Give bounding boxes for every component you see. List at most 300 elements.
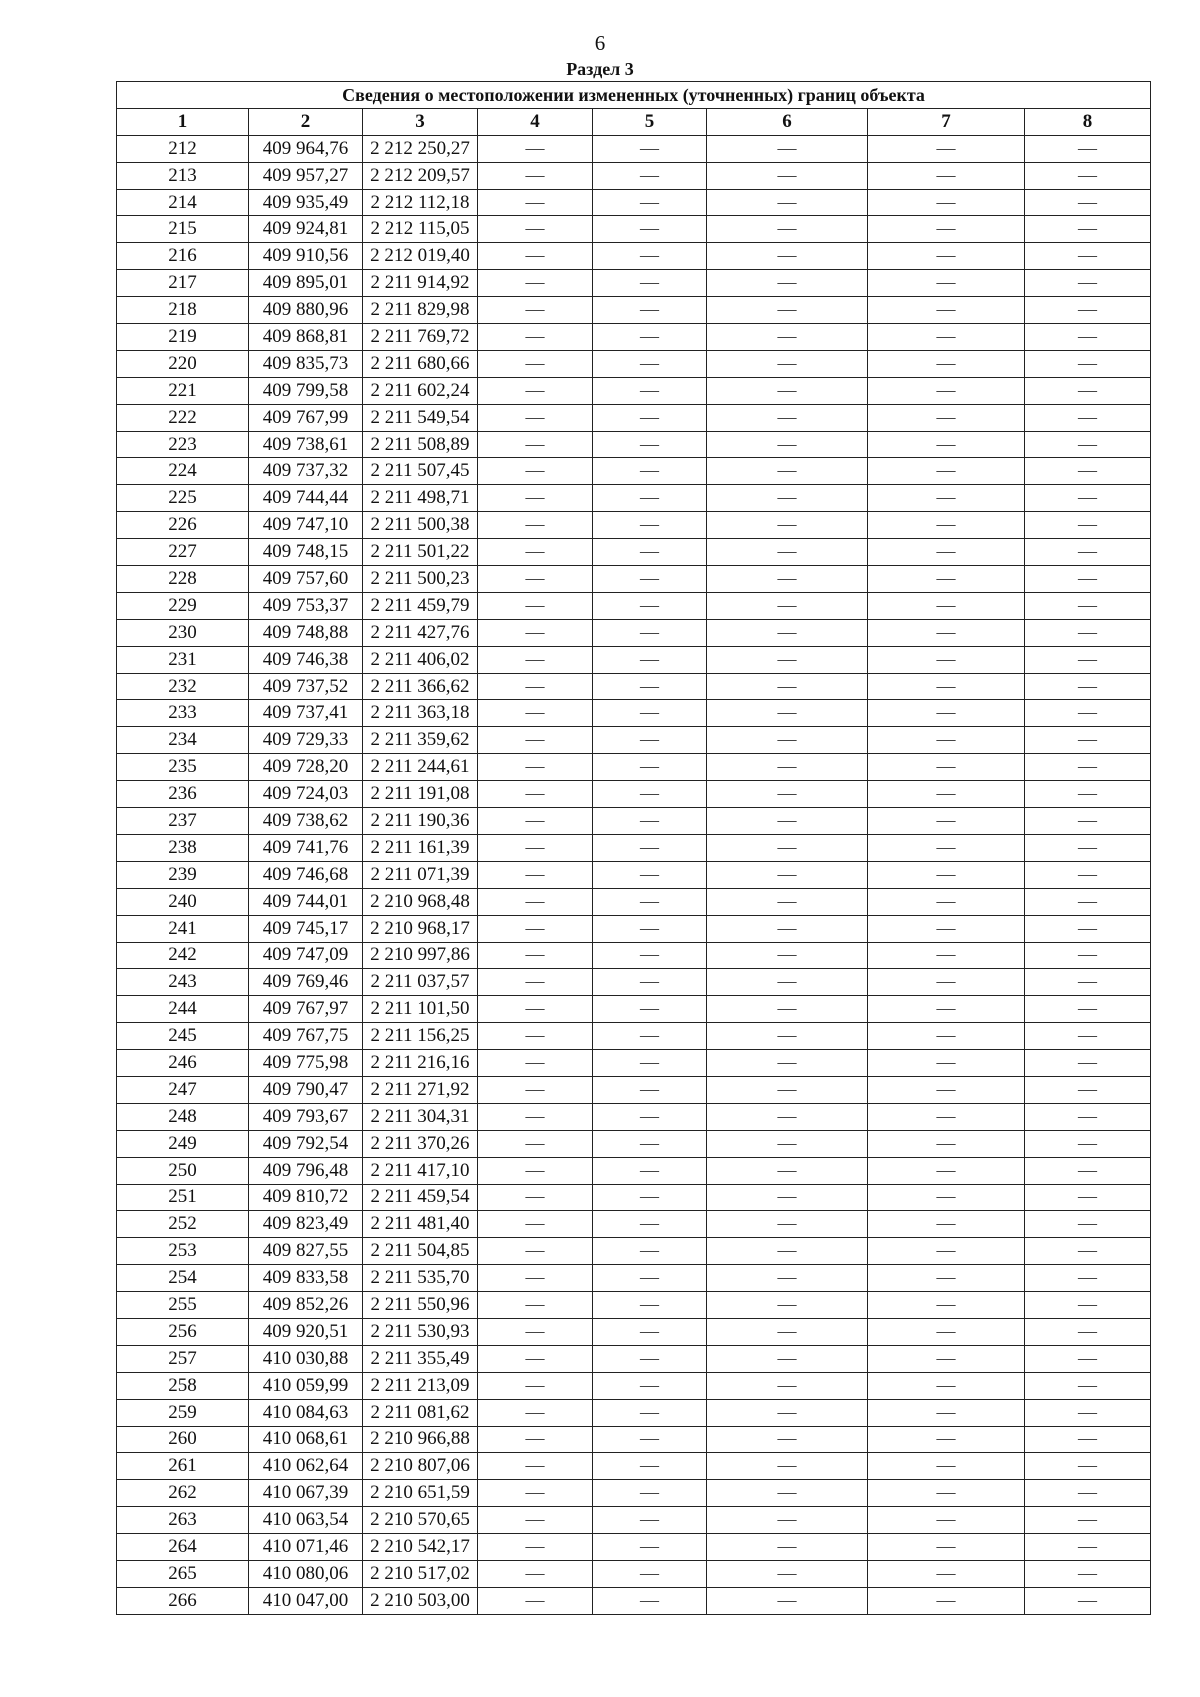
empty-dash-cell: — — [868, 754, 1025, 781]
empty-dash-cell: — — [478, 539, 593, 566]
x-coordinate-cell: 410 068,61 — [249, 1426, 363, 1453]
empty-dash-cell: — — [707, 512, 868, 539]
empty-dash-cell: — — [868, 1372, 1025, 1399]
table-row — [117, 861, 1151, 888]
empty-dash-cell: — — [593, 861, 707, 888]
table-row — [117, 1076, 1151, 1103]
point-number-cell: 240 — [117, 888, 249, 915]
empty-dash-cell: — — [1025, 377, 1151, 404]
empty-dash-cell: — — [868, 1587, 1025, 1614]
x-coordinate-cell: 409 728,20 — [249, 754, 363, 781]
point-number-cell: 226 — [117, 512, 249, 539]
y-coordinate-cell: 2 211 501,22 — [363, 539, 478, 566]
empty-dash-cell: — — [478, 1184, 593, 1211]
x-coordinate-cell: 409 757,60 — [249, 566, 363, 593]
empty-dash-cell: — — [478, 942, 593, 969]
point-number-cell: 227 — [117, 539, 249, 566]
y-coordinate-cell: 2 211 530,93 — [363, 1318, 478, 1345]
x-coordinate-cell: 409 910,56 — [249, 243, 363, 270]
y-coordinate-cell: 2 211 602,24 — [363, 377, 478, 404]
section-title: Раздел 3 — [566, 59, 634, 79]
empty-dash-cell: — — [593, 377, 707, 404]
point-number-cell: 238 — [117, 834, 249, 861]
y-coordinate-cell: 2 211 500,23 — [363, 566, 478, 593]
empty-dash-cell: — — [478, 1480, 593, 1507]
table-row — [117, 673, 1151, 700]
empty-dash-cell: — — [478, 1023, 593, 1050]
point-number-cell: 242 — [117, 942, 249, 969]
empty-dash-cell: — — [478, 512, 593, 539]
empty-dash-cell: — — [1025, 1265, 1151, 1292]
x-coordinate-cell: 409 920,51 — [249, 1318, 363, 1345]
empty-dash-cell: — — [1025, 135, 1151, 162]
empty-dash-cell: — — [593, 1399, 707, 1426]
empty-dash-cell: — — [478, 1238, 593, 1265]
point-number-cell: 233 — [117, 700, 249, 727]
empty-dash-cell: — — [1025, 1292, 1151, 1319]
table-row — [117, 1130, 1151, 1157]
y-coordinate-cell: 2 211 549,54 — [363, 404, 478, 431]
empty-dash-cell: — — [478, 404, 593, 431]
empty-dash-cell: — — [1025, 996, 1151, 1023]
table-row — [117, 781, 1151, 808]
empty-dash-cell: — — [707, 754, 868, 781]
y-coordinate-cell: 2 211 914,92 — [363, 270, 478, 297]
empty-dash-cell: — — [868, 512, 1025, 539]
x-coordinate-cell: 409 748,88 — [249, 619, 363, 646]
point-number-cell: 265 — [117, 1560, 249, 1587]
empty-dash-cell: — — [1025, 1480, 1151, 1507]
point-number-cell: 256 — [117, 1318, 249, 1345]
y-coordinate-cell: 2 210 968,17 — [363, 915, 478, 942]
point-number-cell: 234 — [117, 727, 249, 754]
table-row — [117, 888, 1151, 915]
empty-dash-cell: — — [868, 1050, 1025, 1077]
x-coordinate-cell: 410 059,99 — [249, 1372, 363, 1399]
empty-dash-cell: — — [868, 1453, 1025, 1480]
x-coordinate-cell: 409 868,81 — [249, 324, 363, 351]
empty-dash-cell: — — [1025, 539, 1151, 566]
empty-dash-cell: — — [478, 162, 593, 189]
table-row — [117, 324, 1151, 351]
x-coordinate-cell: 409 738,61 — [249, 431, 363, 458]
x-coordinate-cell: 409 790,47 — [249, 1076, 363, 1103]
point-number-cell: 231 — [117, 646, 249, 673]
y-coordinate-cell: 2 211 161,39 — [363, 834, 478, 861]
empty-dash-cell: — — [593, 1587, 707, 1614]
x-coordinate-cell: 409 737,52 — [249, 673, 363, 700]
point-number-cell: 243 — [117, 969, 249, 996]
empty-dash-cell: — — [593, 512, 707, 539]
empty-dash-cell: — — [593, 592, 707, 619]
empty-dash-cell: — — [593, 1426, 707, 1453]
x-coordinate-cell: 409 796,48 — [249, 1157, 363, 1184]
empty-dash-cell: — — [707, 861, 868, 888]
column-number-2: 2 — [249, 108, 363, 135]
point-number-cell: 264 — [117, 1534, 249, 1561]
empty-dash-cell: — — [707, 377, 868, 404]
table-caption: Сведения о местоположении измененных (уточненных) границ объекта — [117, 82, 1151, 109]
y-coordinate-cell: 2 210 651,59 — [363, 1480, 478, 1507]
empty-dash-cell: — — [707, 888, 868, 915]
table-row — [117, 996, 1151, 1023]
x-coordinate-cell: 409 741,76 — [249, 834, 363, 861]
empty-dash-cell: — — [707, 1587, 868, 1614]
table-row — [117, 1265, 1151, 1292]
empty-dash-cell: — — [593, 1318, 707, 1345]
x-coordinate-cell: 409 745,17 — [249, 915, 363, 942]
empty-dash-cell: — — [1025, 350, 1151, 377]
point-number-cell: 244 — [117, 996, 249, 1023]
empty-dash-cell: — — [593, 1265, 707, 1292]
empty-dash-cell: — — [593, 162, 707, 189]
y-coordinate-cell: 2 211 769,72 — [363, 324, 478, 351]
x-coordinate-cell: 409 738,62 — [249, 808, 363, 835]
empty-dash-cell: — — [1025, 297, 1151, 324]
x-coordinate-cell: 409 964,76 — [249, 135, 363, 162]
column-number-1: 1 — [117, 108, 249, 135]
y-coordinate-cell: 2 210 542,17 — [363, 1534, 478, 1561]
column-number-4: 4 — [478, 108, 593, 135]
point-number-cell: 249 — [117, 1130, 249, 1157]
empty-dash-cell: — — [593, 324, 707, 351]
y-coordinate-cell: 2 211 366,62 — [363, 673, 478, 700]
x-coordinate-cell: 409 724,03 — [249, 781, 363, 808]
empty-dash-cell: — — [593, 969, 707, 996]
empty-dash-cell: — — [1025, 808, 1151, 835]
empty-dash-cell: — — [868, 377, 1025, 404]
y-coordinate-cell: 2 211 550,96 — [363, 1292, 478, 1319]
empty-dash-cell: — — [1025, 700, 1151, 727]
empty-dash-cell: — — [868, 1292, 1025, 1319]
y-coordinate-cell: 2 210 997,86 — [363, 942, 478, 969]
x-coordinate-cell: 409 744,01 — [249, 888, 363, 915]
x-coordinate-cell: 409 747,09 — [249, 942, 363, 969]
empty-dash-cell: — — [707, 566, 868, 593]
point-number-cell: 218 — [117, 297, 249, 324]
point-number-cell: 215 — [117, 216, 249, 243]
y-coordinate-cell: 2 212 250,27 — [363, 135, 478, 162]
x-coordinate-cell: 410 067,39 — [249, 1480, 363, 1507]
y-coordinate-cell: 2 211 500,38 — [363, 512, 478, 539]
point-number-cell: 236 — [117, 781, 249, 808]
point-number-cell: 250 — [117, 1157, 249, 1184]
empty-dash-cell: — — [478, 781, 593, 808]
empty-dash-cell: — — [593, 216, 707, 243]
table-row — [117, 1587, 1151, 1614]
empty-dash-cell: — — [1025, 485, 1151, 512]
table-row — [117, 1345, 1151, 1372]
empty-dash-cell: — — [593, 566, 707, 593]
empty-dash-cell: — — [707, 592, 868, 619]
empty-dash-cell: — — [478, 1560, 593, 1587]
empty-dash-cell: — — [1025, 861, 1151, 888]
table-body — [117, 135, 1151, 1614]
table-row — [117, 646, 1151, 673]
empty-dash-cell: — — [478, 808, 593, 835]
empty-dash-cell: — — [868, 619, 1025, 646]
table-row — [117, 1211, 1151, 1238]
empty-dash-cell: — — [593, 243, 707, 270]
table-row — [117, 404, 1151, 431]
x-coordinate-cell: 410 071,46 — [249, 1534, 363, 1561]
empty-dash-cell: — — [1025, 1399, 1151, 1426]
empty-dash-cell: — — [593, 458, 707, 485]
empty-dash-cell: — — [593, 754, 707, 781]
empty-dash-cell: — — [593, 834, 707, 861]
empty-dash-cell: — — [593, 673, 707, 700]
empty-dash-cell: — — [1025, 243, 1151, 270]
empty-dash-cell: — — [593, 1076, 707, 1103]
point-number-cell: 223 — [117, 431, 249, 458]
empty-dash-cell: — — [707, 834, 868, 861]
empty-dash-cell: — — [1025, 781, 1151, 808]
table-row — [117, 350, 1151, 377]
empty-dash-cell: — — [868, 189, 1025, 216]
empty-dash-cell: — — [478, 458, 593, 485]
point-number-cell: 259 — [117, 1399, 249, 1426]
x-coordinate-cell: 409 775,98 — [249, 1050, 363, 1077]
empty-dash-cell: — — [868, 485, 1025, 512]
table-row — [117, 1480, 1151, 1507]
point-number-cell: 237 — [117, 808, 249, 835]
empty-dash-cell: — — [1025, 1560, 1151, 1587]
x-coordinate-cell: 409 835,73 — [249, 350, 363, 377]
table-row — [117, 1050, 1151, 1077]
empty-dash-cell: — — [707, 297, 868, 324]
empty-dash-cell: — — [593, 404, 707, 431]
empty-dash-cell: — — [707, 700, 868, 727]
empty-dash-cell: — — [1025, 162, 1151, 189]
empty-dash-cell: — — [868, 969, 1025, 996]
empty-dash-cell: — — [478, 1130, 593, 1157]
empty-dash-cell: — — [478, 1372, 593, 1399]
empty-dash-cell: — — [478, 189, 593, 216]
y-coordinate-cell: 2 211 370,26 — [363, 1130, 478, 1157]
column-number-5: 5 — [593, 108, 707, 135]
x-coordinate-cell: 409 827,55 — [249, 1238, 363, 1265]
empty-dash-cell: — — [478, 1399, 593, 1426]
y-coordinate-cell: 2 211 081,62 — [363, 1399, 478, 1426]
table-row — [117, 1238, 1151, 1265]
table-row — [117, 1372, 1151, 1399]
empty-dash-cell: — — [1025, 512, 1151, 539]
y-coordinate-cell: 2 212 112,18 — [363, 189, 478, 216]
x-coordinate-cell: 409 957,27 — [249, 162, 363, 189]
empty-dash-cell: — — [868, 781, 1025, 808]
empty-dash-cell: — — [1025, 1345, 1151, 1372]
empty-dash-cell: — — [593, 646, 707, 673]
empty-dash-cell: — — [1025, 646, 1151, 673]
x-coordinate-cell: 409 748,15 — [249, 539, 363, 566]
y-coordinate-cell: 2 211 190,36 — [363, 808, 478, 835]
empty-dash-cell: — — [868, 1399, 1025, 1426]
table-row — [117, 162, 1151, 189]
empty-dash-cell: — — [478, 350, 593, 377]
x-coordinate-cell: 409 747,10 — [249, 512, 363, 539]
empty-dash-cell: — — [868, 727, 1025, 754]
empty-dash-cell: — — [868, 1076, 1025, 1103]
empty-dash-cell: — — [593, 1023, 707, 1050]
empty-dash-cell: — — [868, 915, 1025, 942]
empty-dash-cell: — — [1025, 1426, 1151, 1453]
point-number-cell: 253 — [117, 1238, 249, 1265]
empty-dash-cell: — — [868, 1211, 1025, 1238]
empty-dash-cell: — — [478, 1265, 593, 1292]
y-coordinate-cell: 2 211 535,70 — [363, 1265, 478, 1292]
empty-dash-cell: — — [478, 1050, 593, 1077]
empty-dash-cell: — — [593, 135, 707, 162]
table-row — [117, 431, 1151, 458]
empty-dash-cell: — — [593, 1345, 707, 1372]
empty-dash-cell: — — [707, 1318, 868, 1345]
point-number-cell: 232 — [117, 673, 249, 700]
empty-dash-cell: — — [478, 861, 593, 888]
empty-dash-cell: — — [707, 324, 868, 351]
empty-dash-cell: — — [707, 1534, 868, 1561]
empty-dash-cell: — — [1025, 270, 1151, 297]
x-coordinate-cell: 409 924,81 — [249, 216, 363, 243]
point-number-cell: 217 — [117, 270, 249, 297]
empty-dash-cell: — — [478, 888, 593, 915]
y-coordinate-cell: 2 211 213,09 — [363, 1372, 478, 1399]
empty-dash-cell: — — [1025, 1534, 1151, 1561]
point-number-cell: 214 — [117, 189, 249, 216]
x-coordinate-cell: 409 823,49 — [249, 1211, 363, 1238]
point-number-cell: 246 — [117, 1050, 249, 1077]
column-number-row — [117, 108, 1151, 135]
x-coordinate-cell: 409 769,46 — [249, 969, 363, 996]
y-coordinate-cell: 2 212 019,40 — [363, 243, 478, 270]
empty-dash-cell: — — [593, 1184, 707, 1211]
empty-dash-cell: — — [707, 915, 868, 942]
table-row — [117, 512, 1151, 539]
empty-dash-cell: — — [593, 808, 707, 835]
point-number-cell: 229 — [117, 592, 249, 619]
x-coordinate-cell: 410 080,06 — [249, 1560, 363, 1587]
empty-dash-cell: — — [1025, 324, 1151, 351]
y-coordinate-cell: 2 211 355,49 — [363, 1345, 478, 1372]
table-row — [117, 700, 1151, 727]
y-coordinate-cell: 2 211 508,89 — [363, 431, 478, 458]
empty-dash-cell: — — [478, 915, 593, 942]
empty-dash-cell: — — [707, 162, 868, 189]
x-coordinate-cell: 409 729,33 — [249, 727, 363, 754]
empty-dash-cell: — — [478, 996, 593, 1023]
x-coordinate-cell: 409 793,67 — [249, 1103, 363, 1130]
empty-dash-cell: — — [868, 431, 1025, 458]
empty-dash-cell: — — [593, 1560, 707, 1587]
point-number-cell: 260 — [117, 1426, 249, 1453]
empty-dash-cell: — — [478, 592, 593, 619]
empty-dash-cell: — — [1025, 754, 1151, 781]
y-coordinate-cell: 2 211 417,10 — [363, 1157, 478, 1184]
table-row — [117, 377, 1151, 404]
empty-dash-cell: — — [707, 404, 868, 431]
empty-dash-cell: — — [478, 969, 593, 996]
table-row — [117, 1103, 1151, 1130]
empty-dash-cell: — — [478, 270, 593, 297]
point-number-cell: 255 — [117, 1292, 249, 1319]
empty-dash-cell: — — [478, 1534, 593, 1561]
empty-dash-cell: — — [707, 1184, 868, 1211]
empty-dash-cell: — — [868, 135, 1025, 162]
table-row — [117, 458, 1151, 485]
empty-dash-cell: — — [593, 915, 707, 942]
empty-dash-cell: — — [868, 1507, 1025, 1534]
point-number-cell: 239 — [117, 861, 249, 888]
empty-dash-cell: — — [707, 1076, 868, 1103]
point-number-cell: 219 — [117, 324, 249, 351]
y-coordinate-cell: 2 210 517,02 — [363, 1560, 478, 1587]
x-coordinate-cell: 410 047,00 — [249, 1587, 363, 1614]
point-number-cell: 216 — [117, 243, 249, 270]
empty-dash-cell: — — [868, 1184, 1025, 1211]
table-row — [117, 1453, 1151, 1480]
empty-dash-cell: — — [707, 1211, 868, 1238]
empty-dash-cell: — — [593, 485, 707, 512]
empty-dash-cell: — — [593, 1130, 707, 1157]
empty-dash-cell: — — [868, 673, 1025, 700]
table-row — [117, 727, 1151, 754]
table-row — [117, 539, 1151, 566]
empty-dash-cell: — — [478, 1157, 593, 1184]
table-row — [117, 969, 1151, 996]
y-coordinate-cell: 2 211 244,61 — [363, 754, 478, 781]
empty-dash-cell: — — [593, 1050, 707, 1077]
y-coordinate-cell: 2 211 101,50 — [363, 996, 478, 1023]
y-coordinate-cell: 2 210 570,65 — [363, 1507, 478, 1534]
empty-dash-cell: — — [478, 834, 593, 861]
y-coordinate-cell: 2 211 304,31 — [363, 1103, 478, 1130]
table-row — [117, 485, 1151, 512]
table-row — [117, 1426, 1151, 1453]
table-row — [117, 1292, 1151, 1319]
empty-dash-cell: — — [868, 1265, 1025, 1292]
point-number-cell: 257 — [117, 1345, 249, 1372]
point-number-cell: 241 — [117, 915, 249, 942]
table-row — [117, 270, 1151, 297]
point-number-cell: 221 — [117, 377, 249, 404]
empty-dash-cell: — — [478, 1453, 593, 1480]
empty-dash-cell: — — [593, 431, 707, 458]
table-row — [117, 1534, 1151, 1561]
y-coordinate-cell: 2 211 507,45 — [363, 458, 478, 485]
empty-dash-cell: — — [1025, 404, 1151, 431]
x-coordinate-cell: 409 935,49 — [249, 189, 363, 216]
empty-dash-cell: — — [707, 1399, 868, 1426]
empty-dash-cell: — — [868, 996, 1025, 1023]
empty-dash-cell: — — [478, 377, 593, 404]
empty-dash-cell: — — [593, 1507, 707, 1534]
empty-dash-cell: — — [707, 270, 868, 297]
x-coordinate-cell: 409 753,37 — [249, 592, 363, 619]
y-coordinate-cell: 2 211 829,98 — [363, 297, 478, 324]
y-coordinate-cell: 2 211 680,66 — [363, 350, 478, 377]
point-number-cell: 245 — [117, 1023, 249, 1050]
empty-dash-cell: — — [868, 1157, 1025, 1184]
point-number-cell: 222 — [117, 404, 249, 431]
x-coordinate-cell: 409 767,99 — [249, 404, 363, 431]
empty-dash-cell: — — [478, 619, 593, 646]
x-coordinate-cell: 409 737,41 — [249, 700, 363, 727]
empty-dash-cell: — — [707, 619, 868, 646]
empty-dash-cell: — — [1025, 1372, 1151, 1399]
empty-dash-cell: — — [707, 1292, 868, 1319]
empty-dash-cell: — — [868, 1130, 1025, 1157]
empty-dash-cell: — — [868, 1318, 1025, 1345]
empty-dash-cell: — — [707, 431, 868, 458]
